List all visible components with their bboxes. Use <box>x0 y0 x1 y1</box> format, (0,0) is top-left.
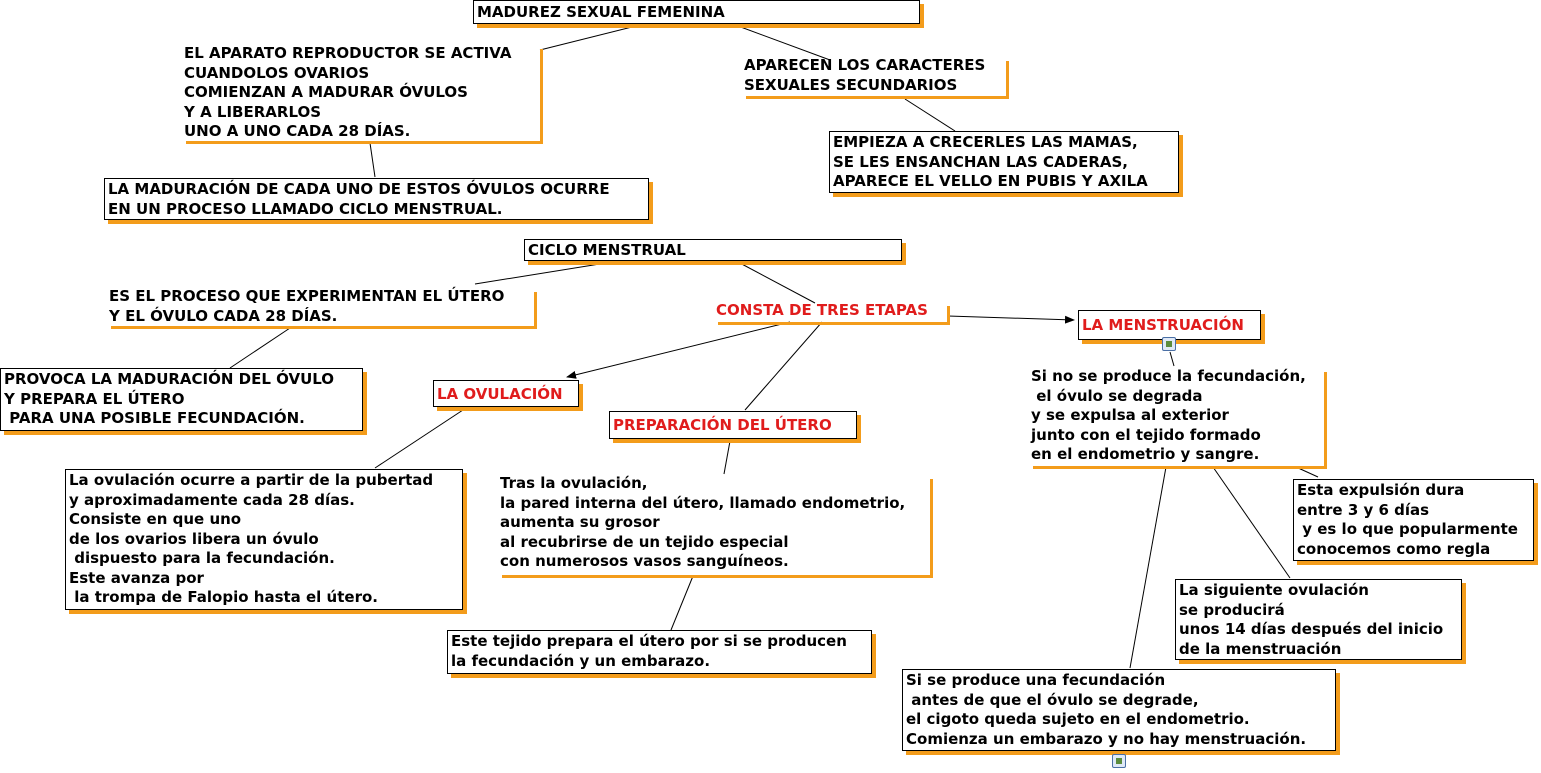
link-etapas-menstruacion <box>948 316 1074 320</box>
node-caracteres-secundarios[interactable]: APARECEN LOS CARACTERES SEXUALES SECUNDARIOS <box>741 56 1005 95</box>
link-ovulacion-desc <box>375 408 466 468</box>
link-caracteres-mamas <box>905 99 955 131</box>
node-madurez-sexual-femenina[interactable]: MADUREZ SEXUAL FEMENINA <box>473 0 920 24</box>
link-madurez-caracteres <box>738 26 830 60</box>
link-tras-tejido <box>671 576 693 630</box>
node-no-fecundacion[interactable]: Si no se produce la fecundación, el óvulo se degrada y se expulsa al exterior junto con el tejido formado en el endometrio y sangre. <box>1028 367 1323 465</box>
node-la-ovulacion[interactable]: LA OVULACIÓN <box>433 380 579 407</box>
link-ciclo-proceso <box>475 262 612 284</box>
node-consta-tres-etapas[interactable]: CONSTA DE TRES ETAPAS <box>713 301 946 321</box>
link-no-fecundacion-siguiente <box>1213 467 1290 578</box>
link-proceso-provoca <box>230 328 290 368</box>
node-proceso-utero[interactable]: ES EL PROCESO QUE EXPERIMENTAN EL ÚTERO Y EL ÓVULO CADA 28 DÍAS. <box>106 287 533 325</box>
node-tejido-prepara-utero[interactable]: Este tejido prepara el útero por si se producen la fecundación y un embarazo. <box>447 630 872 674</box>
node-la-menstruacion[interactable]: LA MENSTRUACIÓN <box>1078 310 1261 340</box>
node-aparato-reproductor[interactable]: EL APARATO REPRODUCTOR SE ACTIVA CUANDOLOS OVARIOS COMIENZAN A MADURAR ÓVULOS Y A LIBERARLOS UNO A UNO CADA 28 DÍAS. <box>181 44 539 140</box>
node-maduracion-ovulos[interactable]: LA MADURACIÓN DE CADA UNO DE ESTOS ÓVULOS OCURRE EN UN PROCESO LLAMADO CICLO MENSTRUAL. <box>104 178 649 220</box>
node-expulsion-regla[interactable]: Esta expulsión dura entre 3 y 6 días y es lo que popularmente conocemos como regla <box>1293 479 1534 561</box>
node-cambios-fisicos[interactable]: EMPIEZA A CRECERLES LAS MAMAS, SE LES ENSANCHAN LAS CADERAS, APARECE EL VELLO EN PUBIS Y AXILA <box>829 131 1179 193</box>
node-preparacion-utero[interactable]: PREPARACIÓN DEL ÚTERO <box>609 411 857 439</box>
node-ovulacion-descripcion[interactable]: La ovulación ocurre a partir de la pubertad y aproximadamente cada 28 días. Consiste en que uno de los ovarios libera un óvulo dispuesto para la fecundación. Este avanza por la trompa de Falopio hasta el útero. <box>65 469 463 610</box>
node-fecundacion-embarazo[interactable]: Si se produce una fecundación antes de que el óvulo se degrade, el cigoto queda sujeto en el endometrio. Comienza un embarazo y no hay menstruación. <box>902 669 1336 751</box>
link-madurez-aparato <box>540 26 636 50</box>
node-tras-la-ovulacion[interactable]: Tras la ovulación, la pared interna del útero, llamado endometrio, aumenta su grosor al recubrirse de un tejido especial con numerosos vasos sanguíneos. <box>497 474 929 574</box>
link-no-fecundacion-fecundacion <box>1130 467 1166 668</box>
node-siguiente-ovulacion[interactable]: La siguiente ovulación se producirá unos 14 días después del inicio de la menstruación <box>1175 579 1462 660</box>
link-etapas-ovulacion <box>567 322 790 377</box>
note-icon[interactable] <box>1112 754 1126 768</box>
link-preparacion-tras <box>724 441 730 474</box>
link-aparato-maduracion <box>370 143 375 177</box>
link-ciclo-etapas <box>738 262 815 303</box>
node-provoca-maduracion[interactable]: PROVOCA LA MADURACIÓN DEL ÓVULO Y PREPARA EL ÚTERO PARA UNA POSIBLE FECUNDACIÓN. <box>0 368 363 431</box>
link-etapas-preparacion <box>745 322 822 410</box>
link-menstruacion-no-fecundacion <box>1170 352 1174 366</box>
node-ciclo-menstrual[interactable]: CICLO MENSTRUAL <box>524 239 902 261</box>
image-icon[interactable] <box>1162 337 1176 351</box>
